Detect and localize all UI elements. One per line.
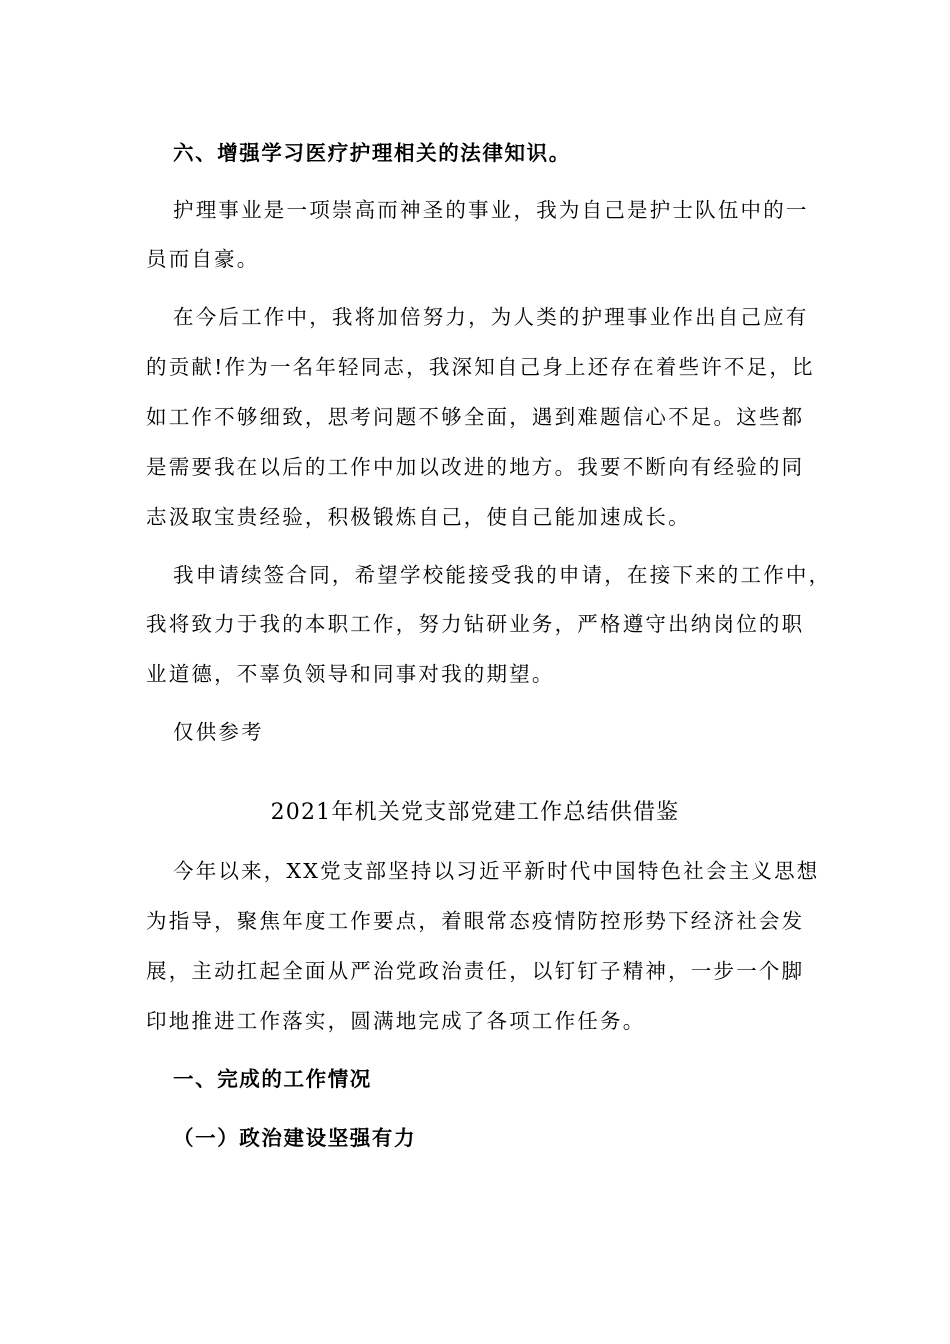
subsection-heading: （一）政治建设坚强有力 (173, 1126, 417, 1150)
paragraph-line: 我申请续签合同，希望学校能接受我的申请，在接下来的工作中， (173, 563, 832, 587)
paragraph-line: 志汲取宝贵经验，积极锻炼自己，使自己能加速成长。 (146, 505, 691, 529)
paragraph-line: 的贡献!作为一名年轻同志，我深知自己身上还存在着些许不足，比 (146, 355, 815, 379)
paragraph-line: 为指导，聚焦年度工作要点，着眼常态疫情防控形势下经济社会发 (146, 909, 805, 933)
paragraph-line: 如工作不够细致，思考问题不够全面，遇到难题信心不足。这些都 (146, 405, 805, 429)
section-heading: 六、增强学习医疗护理相关的法律知识。 (173, 141, 571, 165)
section-heading: 一、完成的工作情况 (173, 1067, 372, 1091)
paragraph-line: 在今后工作中，我将加倍努力，为人类的护理事业作出自己应有 (173, 305, 809, 329)
paragraph-line: 今年以来，XX党支部坚持以习近平新时代中国特色社会主义思想 (173, 859, 820, 883)
paragraph-line: 我将致力于我的本职工作，努力钻研业务，严格遵守出纳岗位的职 (146, 612, 805, 636)
paragraph-line: 展，主动扛起全面从严治党政治责任，以钉钉子精神，一步一个脚 (146, 959, 805, 983)
paragraph-line: 是需要我在以后的工作中加以改进的地方。我要不断向有经验的同 (146, 455, 805, 479)
paragraph-line: 业道德，不辜负领导和同事对我的期望。 (146, 662, 555, 686)
article-title: 2021年机关党支部党建工作总结供借鉴 (270, 800, 680, 825)
paragraph-line: 护理事业是一项崇高而神圣的事业，我为自己是护士队伍中的一 (173, 198, 809, 222)
paragraph-line: 员而自豪。 (146, 247, 260, 271)
reference-note: 仅供参考 (173, 720, 264, 744)
paragraph-line: 印地推进工作落实，圆满地完成了各项工作任务。 (146, 1009, 646, 1033)
